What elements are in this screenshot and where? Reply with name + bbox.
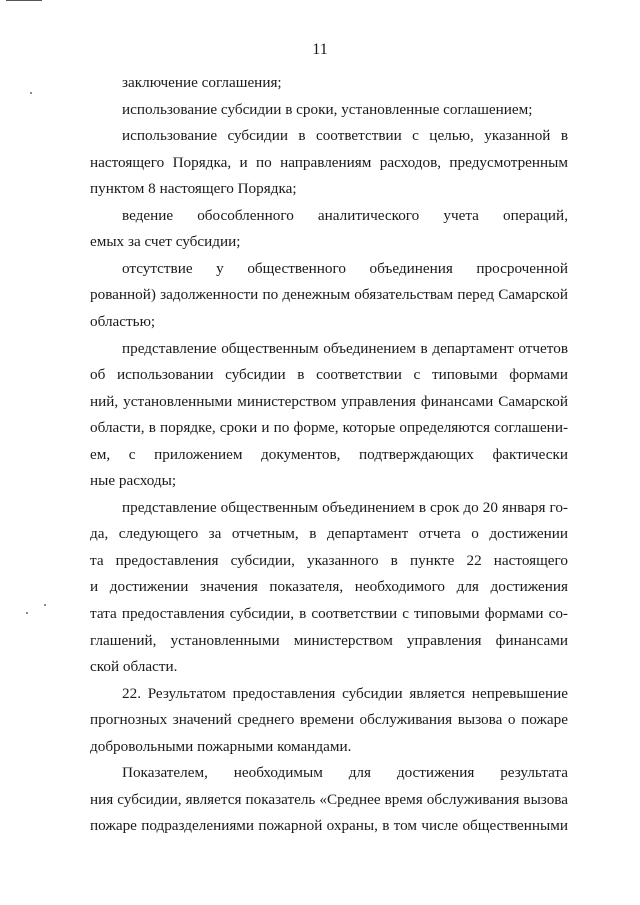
text-line: использование субсидии в сроки, установленные соглашением; [122, 100, 533, 118]
scan-speck [26, 612, 28, 614]
text-line: 22. Результатом предоставления субсидии является непревышение [122, 684, 568, 702]
text-line: глашений, установленными министерством управления финансами [90, 631, 568, 649]
text-line: области, в порядке, сроки и по форме, которые определяются соглашени- [90, 419, 568, 437]
text-line: представление общественным объединением в срок до 20 января го- [122, 498, 568, 516]
text-line: та предоставления субсидии, указанного в пункте 22 настоящего [90, 551, 568, 569]
text-line: отсутствие у общественного объединения просроченной [122, 259, 568, 277]
scan-edge-mark [6, 0, 42, 1]
text-line: ведение обособленного аналитического учета операций, [122, 206, 568, 224]
text-line: настоящего Порядка, и по направлениям расходов, предусмотренным [90, 153, 568, 171]
text-line: пунктом 8 настоящего Порядка; [90, 180, 297, 198]
text-line: заключение соглашения; [122, 74, 282, 91]
text-line: ем, с приложением документов, подтверждающих фактически [90, 445, 568, 463]
text-line: да, следующего за отчетным, в департамент отчета о достижении [90, 525, 568, 543]
text-line: ные расходы; [90, 472, 177, 490]
text-line: ния субсидии, является показатель «Среднее время обслуживания вызова [90, 790, 568, 808]
text-line: рованной) задолженности по денежным обязательствам перед Самарской [90, 286, 568, 304]
text-line: Показателем, необходимым для достижения результата [122, 764, 568, 782]
text-line: и достижении значения показателя, необходимого для достижения [90, 578, 568, 596]
scan-speck [30, 92, 32, 94]
text-line: добровольными пожарными командами. [90, 737, 352, 755]
text-line: представление общественным объединением в департамент отчетов [122, 339, 568, 357]
text-line: емых за счет субсидии; [90, 233, 241, 251]
text-line: использование субсидии в соответствии с целью, указанной в [122, 127, 568, 145]
text-line: ской области. [90, 658, 178, 676]
scan-speck [44, 604, 46, 606]
text-line: областью; [90, 312, 156, 330]
text-line: об использовании субсидии в соответствии с типовыми формами [90, 366, 568, 384]
text-line: прогнозных значений среднего времени обслуживания вызова о пожаре [90, 711, 568, 729]
page-number: 11 [312, 41, 328, 58]
text-line: ний, установленными министерством управления финансами Самарской [90, 392, 568, 410]
text-line: тата предоставления субсидии, в соответствии с типовыми формами со- [90, 605, 568, 622]
text-line: пожаре подразделениями пожарной охраны, в том числе общественными [90, 817, 568, 835]
